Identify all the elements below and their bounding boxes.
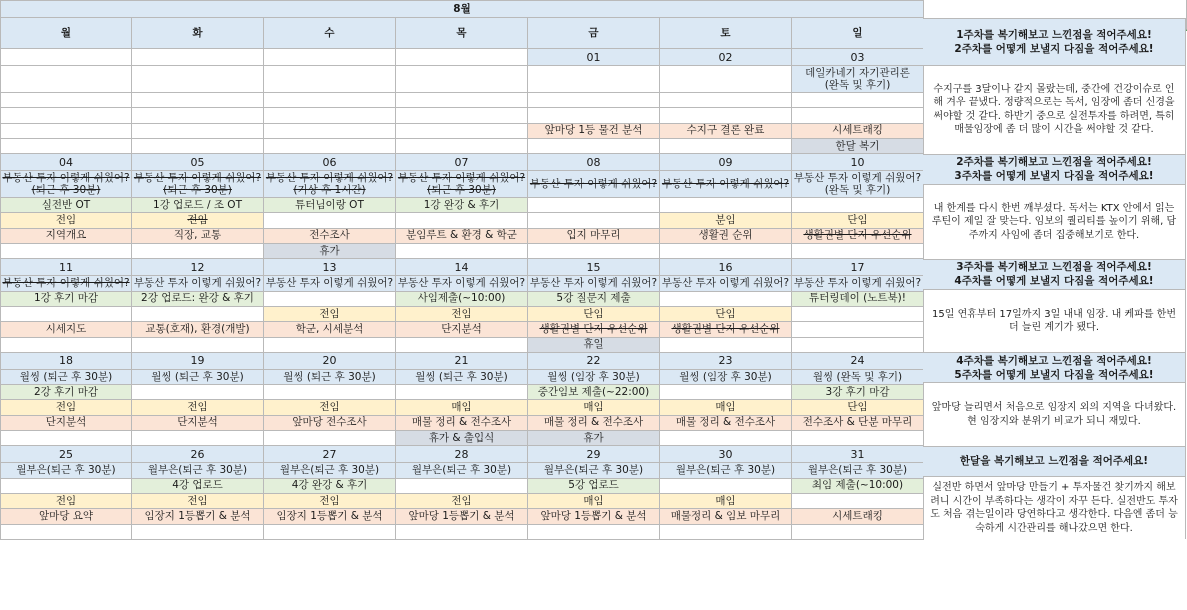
task-cell[interactable]: 1강 후기 마감 [1, 291, 132, 306]
reflection-question[interactable] [923, 154, 1186, 185]
task-cell[interactable] [1, 123, 132, 138]
task-cell[interactable]: 부동산 투자 이렇게 쉬웠어? [528, 276, 660, 291]
reflection-question[interactable] [923, 446, 1186, 477]
task-cell[interactable]: 부동산 투자 이렇게 쉬웠어? [1, 276, 132, 291]
task-cell[interactable] [792, 244, 924, 259]
task-cell[interactable]: 전임 [396, 306, 528, 321]
date-cell[interactable]: 11 [1, 259, 132, 276]
reflection-answer[interactable]: 내 한계를 다시 한번 깨부셨다. 독서는 KTX 안에서 읽는 루틴이 제일 잘 맞는다. 임보의 퀄리티를 높이기 위해, 담주까지 사임에 좀더 집중해보기로 한다. [923, 185, 1186, 259]
task-cell[interactable]: 전수조사 & 단분 마무리 [792, 415, 924, 430]
task-cell[interactable]: 부동산 투자 이렇게 쉬웠어? (기상 후 1시간) [264, 171, 396, 198]
task-cell[interactable] [132, 93, 264, 108]
task-cell[interactable]: 매물 정리 & 전수조사 [396, 415, 528, 430]
task-cell[interactable] [1, 108, 132, 123]
task-cell[interactable]: 단임 [792, 400, 924, 415]
reflection-panel [923, 0, 1187, 610]
task-row [1, 369, 924, 384]
task-cell[interactable]: 앞마당 요약 [1, 509, 132, 524]
reflection-question[interactable] [923, 352, 1186, 383]
task-cell[interactable] [132, 431, 264, 446]
date-row [1, 154, 924, 171]
task-cell[interactable] [660, 337, 792, 352]
task-cell[interactable]: 휴가 [264, 244, 396, 259]
task-cell[interactable] [660, 93, 792, 108]
task-cell[interactable] [264, 66, 396, 93]
task-cell[interactable] [264, 138, 396, 153]
task-row [1, 228, 924, 243]
date-cell[interactable]: 04 [1, 154, 132, 171]
task-cell[interactable]: 생활권별 단지 우선순위 [792, 228, 924, 243]
date-cell[interactable]: 29 [528, 446, 660, 463]
task-row [1, 337, 924, 352]
task-cell[interactable] [132, 108, 264, 123]
date-cell[interactable]: 25 [1, 446, 132, 463]
task-cell[interactable] [1, 431, 132, 446]
task-cell[interactable] [264, 213, 396, 228]
task-cell[interactable]: 월부은(퇴근 후 30분) [792, 463, 924, 478]
date-cell[interactable]: 24 [792, 352, 924, 369]
reflection-question[interactable] [923, 18, 1186, 66]
task-cell[interactable] [264, 385, 396, 400]
task-cell[interactable]: 2강 업로드: 완강 & 후기 [132, 291, 264, 306]
task-cell[interactable] [528, 213, 660, 228]
task-cell[interactable] [132, 385, 264, 400]
task-cell[interactable]: 매물 정리 & 전수조사 [660, 415, 792, 430]
task-cell[interactable] [1, 337, 132, 352]
task-cell[interactable]: 전수조사 [264, 228, 396, 243]
task-cell[interactable]: 중간임보 제출(~22:00) [528, 385, 660, 400]
reflection-answer[interactable]: 수지구를 3달이나 같지 몰랐는데, 중간에 건강이슈로 인해 겨우 끝냈다. 정량적으로는 독서, 임장에 좀더 신경을 써야할 것 같다. 하반기 중으로 실전투자를 하려면, 특히 매물임장에 좀 더 많이 시간을 써야할 것 같다. [923, 66, 1186, 154]
task-cell[interactable] [264, 108, 396, 123]
date-cell[interactable]: 27 [264, 446, 396, 463]
task-cell[interactable]: 앞마당 1등뽑기 & 분석 [396, 509, 528, 524]
task-cell[interactable] [396, 138, 528, 153]
task-cell[interactable] [396, 337, 528, 352]
task-row [1, 400, 924, 415]
task-cell[interactable]: 월부은(퇴근 후 30분) [528, 463, 660, 478]
task-cell[interactable]: 1강 업로드 / 조 OT [132, 198, 264, 213]
weekday-row [1, 18, 924, 49]
task-cell[interactable]: 3강 후기 마감 [792, 385, 924, 400]
task-cell[interactable]: 5강 업로드 [528, 478, 660, 493]
weekday-header[interactable]: 금 [528, 18, 660, 49]
task-cell[interactable]: 매임 [528, 493, 660, 508]
date-cell[interactable]: 13 [264, 259, 396, 276]
task-cell[interactable] [792, 493, 924, 508]
task-cell[interactable] [528, 198, 660, 213]
task-cell[interactable] [396, 66, 528, 93]
date-cell[interactable] [264, 49, 396, 66]
task-cell[interactable] [264, 431, 396, 446]
task-cell[interactable] [660, 291, 792, 306]
task-row [1, 524, 924, 539]
task-cell[interactable]: 월부은(퇴근 후 30분) [396, 463, 528, 478]
task-cell[interactable]: 앞마당 1등 물건 분석 [528, 123, 660, 138]
weekday-header[interactable]: 목 [396, 18, 528, 49]
task-cell[interactable]: 부동산 투자 이렇게 쉬웠어? (완독 및 후기) [792, 171, 924, 198]
task-row [1, 478, 924, 493]
task-row [1, 463, 924, 478]
task-cell[interactable] [1, 138, 132, 153]
task-cell[interactable]: 부동산 투자 이렇게 쉬웠어? [660, 276, 792, 291]
task-cell[interactable] [264, 337, 396, 352]
task-cell[interactable] [660, 198, 792, 213]
task-cell[interactable]: 생활권 순위 [660, 228, 792, 243]
task-cell[interactable]: 1강 완강 & 후기 [396, 198, 528, 213]
task-cell[interactable] [528, 244, 660, 259]
date-cell[interactable]: 08 [528, 154, 660, 171]
task-row [1, 306, 924, 321]
date-cell[interactable]: 31 [792, 446, 924, 463]
task-cell[interactable]: 부동산 투자 이렇게 쉬웠어? [528, 171, 660, 198]
date-cell[interactable]: 14 [396, 259, 528, 276]
date-cell[interactable]: 30 [660, 446, 792, 463]
date-cell[interactable]: 16 [660, 259, 792, 276]
task-cell[interactable] [1, 478, 132, 493]
task-cell[interactable]: 월씽 (퇴근 후 30분) [264, 369, 396, 384]
task-cell[interactable]: 실전반 OT [1, 198, 132, 213]
task-cell[interactable]: 전임 [264, 306, 396, 321]
task-cell[interactable] [132, 524, 264, 539]
task-cell[interactable]: 매임 [396, 400, 528, 415]
task-cell[interactable] [660, 524, 792, 539]
reflection-answer[interactable]: 15일 연휴부터 17일까지 3일 내내 임장. 내 케파를 한번더 늘린 계기가 됐다. [923, 290, 1186, 352]
task-cell[interactable] [528, 66, 660, 93]
date-row [1, 352, 924, 369]
task-cell[interactable] [792, 524, 924, 539]
task-cell[interactable]: 생활권별 단지 우선순위 [660, 322, 792, 337]
task-cell[interactable] [1, 306, 132, 321]
weekday-header[interactable]: 토 [660, 18, 792, 49]
task-cell[interactable]: 분임 [660, 213, 792, 228]
question-line-2: 2주차를 어떻게 보낼지 다짐을 적어주세요! [954, 42, 1154, 55]
date-cell[interactable]: 15 [528, 259, 660, 276]
task-cell[interactable]: 분임루트 & 환경 & 학군 [396, 228, 528, 243]
task-cell[interactable]: 월부은(퇴근 후 30분) [264, 463, 396, 478]
task-cell[interactable]: 시세지도 [1, 322, 132, 337]
question-line-1: 1주차를 복기해보고 느낀점을 적어주세요! [956, 28, 1152, 41]
task-cell[interactable] [264, 524, 396, 539]
date-row [1, 259, 924, 276]
date-cell[interactable]: 28 [396, 446, 528, 463]
task-cell[interactable] [528, 108, 660, 123]
task-cell[interactable]: 전임 [264, 493, 396, 508]
weekday-header[interactable]: 화 [132, 18, 264, 49]
task-cell[interactable] [264, 93, 396, 108]
task-cell[interactable]: 전임 [1, 213, 132, 228]
task-row [1, 213, 924, 228]
task-cell[interactable] [396, 478, 528, 493]
task-cell[interactable] [660, 244, 792, 259]
task-cell[interactable]: 매임 [660, 400, 792, 415]
task-cell[interactable] [792, 322, 924, 337]
date-row [1, 446, 924, 463]
task-cell[interactable]: 매임 [660, 493, 792, 508]
task-cell[interactable]: 월씽 (완독 및 후기) [792, 369, 924, 384]
task-cell[interactable] [396, 213, 528, 228]
task-cell[interactable]: 한달 복기 [792, 138, 924, 153]
date-cell[interactable]: 01 [528, 49, 660, 66]
date-cell[interactable]: 20 [264, 352, 396, 369]
task-cell[interactable]: 부동산 투자 이렇게 쉬웠어? [264, 276, 396, 291]
task-cell[interactable] [792, 108, 924, 123]
task-cell[interactable]: 전임 [1, 400, 132, 415]
task-cell[interactable]: 앞마당 1등뽑기 & 분석 [528, 509, 660, 524]
task-cell[interactable] [396, 93, 528, 108]
question-line-1: 4주차를 복기해보고 느낀점을 적어주세요! [956, 354, 1152, 367]
task-cell[interactable] [264, 291, 396, 306]
date-cell[interactable]: 19 [132, 352, 264, 369]
task-cell[interactable] [660, 66, 792, 93]
task-cell[interactable]: 부동산 투자 이렇게 쉬웠어? [396, 276, 528, 291]
weekday-header[interactable]: 일 [792, 18, 924, 49]
task-cell[interactable]: 최임 제출(~10:00) [792, 478, 924, 493]
task-cell[interactable]: 2강 후기 마감 [1, 385, 132, 400]
task-cell[interactable]: 5강 질문지 제출 [528, 291, 660, 306]
task-cell[interactable]: 튜터님이랑 OT [264, 198, 396, 213]
task-cell[interactable]: 시세트래킹 [792, 123, 924, 138]
task-cell[interactable] [660, 138, 792, 153]
task-cell[interactable] [660, 385, 792, 400]
task-cell[interactable] [1, 66, 132, 93]
task-cell[interactable] [396, 244, 528, 259]
date-cell[interactable]: 17 [792, 259, 924, 276]
question-line-1: 한달을 복기해보고 느낀점을 적어주세요! [959, 455, 1149, 468]
task-cell[interactable]: 부동산 투자 이렇게 쉬웠어? (퇴근 후 30분) [132, 171, 264, 198]
month-title[interactable]: 8월 [1, 1, 924, 18]
task-cell[interactable]: 단임 [792, 213, 924, 228]
task-cell[interactable]: 부동산 투자 이렇게 쉬웠어? (퇴근 후 30분) [396, 171, 528, 198]
task-cell[interactable]: 단임 [660, 306, 792, 321]
task-cell[interactable] [132, 337, 264, 352]
date-cell[interactable]: 09 [660, 154, 792, 171]
task-row [1, 493, 924, 508]
date-cell[interactable] [396, 49, 528, 66]
question-line-2: 5주차를 어떻게 보낼지 다짐을 적어주세요! [954, 368, 1154, 381]
task-cell[interactable]: 단임 [528, 306, 660, 321]
task-cell[interactable] [396, 385, 528, 400]
reflection-answer[interactable]: 앞마당 늘리면서 처음으로 임장지 외의 지역을 다녀왔다. 현 임장지와 분위기 비교가 되니 재밌다. [923, 383, 1186, 445]
task-cell[interactable]: 휴가 & 출입식 [396, 431, 528, 446]
date-cell[interactable]: 02 [660, 49, 792, 66]
task-row [1, 108, 924, 123]
task-cell[interactable]: 월씽 (퇴근 후 30분) [132, 369, 264, 384]
task-cell[interactable] [528, 524, 660, 539]
task-cell[interactable]: 단지분석 [132, 415, 264, 430]
task-cell[interactable] [132, 138, 264, 153]
task-row [1, 431, 924, 446]
task-cell[interactable]: 월부은(퇴근 후 30분) [132, 463, 264, 478]
task-cell[interactable]: 튜터링데이 (노트북)! [792, 291, 924, 306]
task-cell[interactable] [396, 108, 528, 123]
task-row [1, 198, 924, 213]
date-cell[interactable]: 21 [396, 352, 528, 369]
task-cell[interactable]: 월부은(퇴근 후 30분) [660, 463, 792, 478]
task-cell[interactable]: 부동산 투자 이렇게 쉬웠어? [792, 276, 924, 291]
task-cell[interactable]: 전임 [132, 493, 264, 508]
date-cell[interactable]: 23 [660, 352, 792, 369]
task-row [1, 123, 924, 138]
task-cell[interactable] [1, 244, 132, 259]
task-cell[interactable]: 사임제출(~10:00) [396, 291, 528, 306]
task-cell[interactable]: 월씽 (퇴근 후 30분) [1, 369, 132, 384]
task-cell[interactable] [660, 478, 792, 493]
task-cell[interactable]: 부동산 투자 이렇게 쉬웠어? [132, 276, 264, 291]
task-cell[interactable]: 매물 정리 & 전수조사 [528, 415, 660, 430]
date-cell[interactable]: 07 [396, 154, 528, 171]
task-cell[interactable]: 휴일 [528, 337, 660, 352]
date-cell[interactable]: 05 [132, 154, 264, 171]
date-row [1, 49, 924, 66]
task-cell[interactable] [792, 337, 924, 352]
date-cell[interactable] [132, 49, 264, 66]
task-cell[interactable] [660, 431, 792, 446]
task-cell[interactable]: 학군, 시세분석 [264, 322, 396, 337]
month-row [1, 1, 924, 18]
date-cell[interactable]: 03 [792, 49, 924, 66]
date-cell[interactable]: 26 [132, 446, 264, 463]
task-cell[interactable] [660, 108, 792, 123]
task-cell[interactable]: 매물정리 & 임보 마무리 [660, 509, 792, 524]
task-cell[interactable]: 데일카네기 자기관리론 (완독 및 후기) [792, 66, 924, 93]
task-cell[interactable] [792, 431, 924, 446]
task-row [1, 276, 924, 291]
date-cell[interactable]: 18 [1, 352, 132, 369]
task-cell[interactable]: 4강 완강 & 후기 [264, 478, 396, 493]
task-cell[interactable] [396, 524, 528, 539]
task-cell[interactable]: 월씽 (임장 후 30분) [528, 369, 660, 384]
date-cell[interactable] [1, 49, 132, 66]
task-cell[interactable]: 4강 업로드 [132, 478, 264, 493]
reflection-question[interactable] [923, 259, 1186, 290]
task-cell[interactable]: 단지분석 [396, 322, 528, 337]
task-cell[interactable] [528, 93, 660, 108]
task-cell[interactable]: 입지 마무리 [528, 228, 660, 243]
task-cell[interactable]: 월씽 (임장 후 30분) [660, 369, 792, 384]
task-cell[interactable]: 전임 [1, 493, 132, 508]
task-row [1, 93, 924, 108]
task-cell[interactable] [132, 66, 264, 93]
task-row [1, 171, 924, 198]
task-cell[interactable]: 부동산 투자 이렇게 쉬웠어? (퇴근 후 30분) [2, 172, 130, 197]
task-row [1, 322, 924, 337]
task-row [1, 509, 924, 524]
task-row [1, 415, 924, 430]
task-cell[interactable] [132, 244, 264, 259]
task-row [1, 244, 924, 259]
task-cell[interactable]: 월씽 (퇴근 후 30분) [396, 369, 528, 384]
task-cell[interactable]: 지역개요 [1, 228, 132, 243]
task-cell[interactable] [132, 123, 264, 138]
task-cell[interactable]: 전임 [132, 400, 264, 415]
task-cell[interactable]: 임장지 1등뽑기 & 분석 [132, 509, 264, 524]
date-cell[interactable]: 10 [792, 154, 924, 171]
task-cell[interactable]: 부동산 투자 이렇게 쉬웠어? [660, 171, 792, 198]
task-cell[interactable]: 휴가 [528, 431, 660, 446]
task-cell[interactable] [1, 524, 132, 539]
task-cell[interactable] [792, 93, 924, 108]
task-cell[interactable] [792, 306, 924, 321]
question-line-2: 3주차를 어떻게 보낼지 다짐을 적어주세요! [954, 170, 1154, 183]
task-cell[interactable]: 앞마당 전수조사 [264, 415, 396, 430]
weekday-header[interactable]: 월 [1, 18, 132, 49]
task-row [1, 138, 924, 153]
date-cell[interactable]: 22 [528, 352, 660, 369]
task-cell[interactable]: 전임 [132, 213, 264, 228]
task-cell[interactable] [264, 123, 396, 138]
weekday-header[interactable]: 수 [264, 18, 396, 49]
task-cell[interactable]: 임장지 1등뽑기 & 분석 [264, 509, 396, 524]
task-cell[interactable]: 전임 [264, 400, 396, 415]
question-line-1: 3주차를 복기해보고 느낀점을 적어주세요! [956, 261, 1152, 274]
task-cell[interactable]: 매임 [528, 400, 660, 415]
question-line-1: 2주차를 복기해보고 느낀점을 적어주세요! [956, 156, 1152, 169]
task-cell[interactable] [132, 306, 264, 321]
task-cell[interactable]: 월부은(퇴근 후 30분) [1, 463, 132, 478]
task-row [1, 66, 924, 93]
date-cell[interactable]: 12 [132, 259, 264, 276]
reflection-answer[interactable]: 실전반 하면서 앞마당 만들기 + 투자물건 찾기까지 해보려니 시간이 부족하다는 생각이 자꾸 든다. 실전반도 투자도 처음 겪는일이라 당연하다고 생각한다. 다음엔 좀더 능숙하게 시간관리를 해나갔으면 한다. [923, 477, 1186, 539]
task-cell[interactable]: 단지분석 [1, 415, 132, 430]
task-cell[interactable]: 교통(호재), 환경(개발) [132, 322, 264, 337]
task-cell[interactable]: 수지구 결론 완료 [660, 123, 792, 138]
task-cell[interactable] [528, 138, 660, 153]
task-cell[interactable] [396, 123, 528, 138]
task-cell[interactable]: 전임 [396, 493, 528, 508]
date-cell[interactable]: 06 [264, 154, 396, 171]
task-row [1, 385, 924, 400]
task-cell[interactable] [792, 198, 924, 213]
question-line-2: 4주차를 어떻게 보낼지 다짐을 적어주세요! [954, 275, 1154, 288]
task-cell[interactable] [1, 93, 132, 108]
task-cell[interactable]: 직장, 교통 [132, 228, 264, 243]
task-cell[interactable]: 생활권별 단지 우선순위 [528, 322, 660, 337]
task-cell[interactable]: 시세트래킹 [792, 509, 924, 524]
task-row [1, 291, 924, 306]
